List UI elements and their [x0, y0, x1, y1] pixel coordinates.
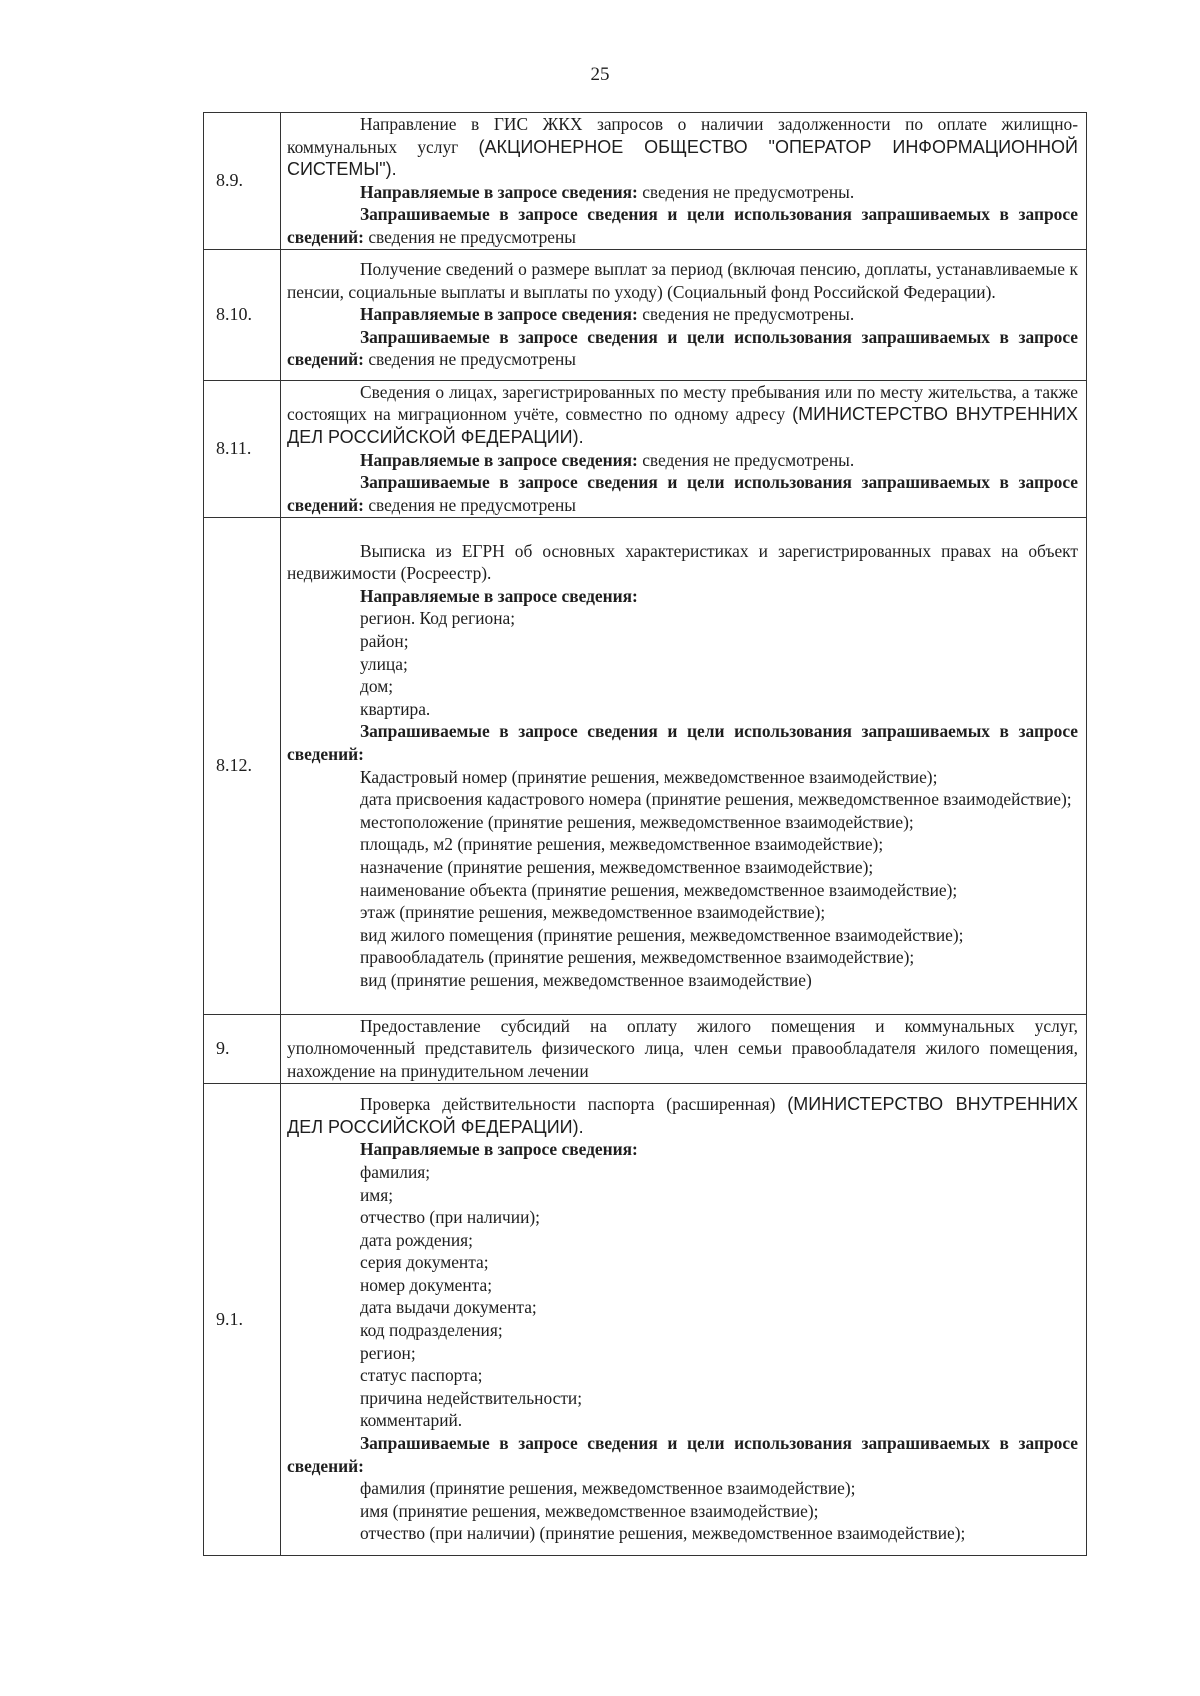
table-row — [204, 1083, 1087, 1555]
sent-label: Направляемые в запросе сведения: — [360, 1139, 638, 1160]
sent-label: Направляемые в запросе сведения: — [360, 449, 638, 470]
agency-name: (АКЦИОНЕРНОЕ ОБЩЕСТВО "ОПЕРАТОР ИНФОРМАЦИОННОЙ СИСТЕМЫ"). — [287, 136, 1078, 180]
requested-label: Запрашиваемые в запросе сведения и цели использования запрашиваемых в запросе сведений: — [287, 204, 1078, 247]
table-row — [204, 1014, 1087, 1083]
sent-label: Направляемые в запросе сведения: — [360, 181, 638, 202]
list-item: улица; — [360, 653, 408, 674]
list-item: комментарий. — [360, 1410, 463, 1431]
requested-info — [287, 203, 1078, 248]
list-item: вид жилого помещения (принятие решения, межведомственное взаимодействие); — [360, 924, 964, 945]
requested-value: сведения не предусмотрены — [363, 494, 576, 515]
table-row — [204, 380, 1087, 517]
list-item: фамилия (принятие решения, межведомственное взаимодействие); — [360, 1478, 856, 1499]
list-item: дата выдачи документа; — [360, 1297, 537, 1318]
sent-info — [287, 181, 1078, 204]
row-number: 8.10. — [204, 249, 281, 380]
requested-label: Запрашиваемые в запросе сведения и цели использования запрашиваемых в запросе сведений: — [287, 326, 1078, 370]
requested-value: сведения не предусмотрены — [363, 226, 576, 247]
row-content — [281, 249, 1087, 380]
sent-info — [287, 1138, 1078, 1161]
list-item: имя (принятие решения, межведомственное взаимодействие); — [360, 1500, 819, 1521]
agency-name: (МИНИСТЕРСТВО ВНУТРЕННИХ ДЕЛ РОССИЙСКОЙ ФЕДЕРАЦИИ). — [287, 404, 1079, 447]
row-content — [281, 113, 1087, 250]
row-number: 8.9. — [204, 113, 281, 250]
request-text: Направление в ГИС ЖКХ запросов о наличии задолженности по оплате жилищно-коммунальных услуг — [287, 114, 1078, 157]
list-item: фамилия; — [360, 1161, 431, 1182]
agency-name: (МИНИСТЕРСТВО ВНУТРЕННИХ ДЕЛ РОССИЙСКОЙ ФЕДЕРАЦИИ). — [287, 1094, 1079, 1137]
requested-value: сведения не предусмотрены — [363, 349, 576, 370]
row-content — [281, 380, 1087, 517]
list-item: регион. Код региона; — [360, 608, 516, 629]
list-item: причина недействительности; — [360, 1387, 583, 1408]
list-item: район; — [360, 631, 409, 651]
list-item: правообладатель (принятие решения, межведомственное взаимодействие); — [360, 947, 915, 968]
table-row — [204, 517, 1087, 1014]
requested-info — [287, 1432, 1078, 1477]
sent-info — [287, 585, 1078, 608]
list-item: номер документа; — [360, 1274, 493, 1295]
sent-label: Направляемые в запросе сведения: — [360, 585, 638, 606]
row-number: 8.12. — [204, 517, 281, 1014]
table-row — [204, 249, 1087, 380]
row-content — [281, 1014, 1087, 1083]
requested-label: Запрашиваемые в запросе сведения и цели использования запрашиваемых в запросе сведений: — [287, 472, 1078, 515]
requested-label: Запрашиваемые в запросе сведения и цели использования запрашиваемых в запросе сведений: — [287, 1433, 1078, 1476]
sent-info — [287, 449, 1078, 472]
list-item: вид (принятие решения, межведомственное взаимодействие) — [360, 969, 812, 990]
request-description: Выписка из ЕГРН об основных характеристиках и зарегистрированных правах на объект недвижимости (Росреестр). — [287, 540, 1078, 584]
page-number: 25 — [590, 64, 610, 85]
sent-value: сведения не предусмотрены. — [637, 304, 855, 325]
row-content — [281, 517, 1087, 1014]
list-item: имя; — [360, 1184, 394, 1205]
list-item: отчество (при наличии); — [360, 1207, 541, 1228]
row-number: 9. — [204, 1014, 281, 1083]
table-row — [204, 113, 1087, 250]
list-item: назначение (принятие решения, межведомственное взаимодействие); — [360, 856, 874, 877]
sent-value: сведения не предусмотрены. — [637, 181, 855, 202]
list-item: серия документа; — [360, 1252, 489, 1273]
request-text: Сведения о лицах, зарегистрированных по месту пребывания или по месту жительства, а также состоящих на миграционном учёте, совместно по одному адресу — [287, 381, 1078, 425]
list-item: наименование объекта (принятие решения, межведомственное взаимодействие); — [360, 879, 958, 900]
row-content — [281, 1083, 1087, 1555]
request-description — [287, 1093, 1078, 1138]
requested-info — [287, 326, 1078, 371]
row-number: 8.11. — [204, 380, 281, 517]
row-number: 9.1. — [204, 1083, 281, 1555]
list-item: Кадастровый номер (принятие решения, межведомственное взаимодействие); — [360, 766, 938, 787]
request-description — [287, 381, 1078, 449]
list-item: регион; — [360, 1342, 416, 1363]
list-item: площадь, м2 (принятие решения, межведомственное взаимодействие); — [360, 834, 884, 855]
list-item: код подразделения; — [360, 1320, 503, 1341]
request-description — [287, 113, 1078, 181]
request-text: Проверка действительности паспорта (расширенная) — [360, 1094, 788, 1115]
list-item: дата рождения; — [360, 1229, 473, 1250]
list-item: отчество (при наличии) (принятие решения, межведомственное взаимодействие); — [360, 1523, 966, 1544]
sent-info — [287, 303, 1078, 326]
list-item: этаж (принятие решения, межведомственное взаимодействие); — [360, 902, 826, 923]
requested-info — [287, 720, 1078, 765]
requested-label: Запрашиваемые в запросе сведения и цели использования запрашиваемых в запросе сведений: — [287, 721, 1078, 764]
list-item: дата присвоения кадастрового номера (принятие решения, межведомственное взаимодействие); — [360, 789, 1072, 810]
requested-info — [287, 471, 1078, 516]
list-item: местоположение (принятие решения, межведомственное взаимодействие); — [360, 811, 914, 832]
list-item: квартира. — [360, 698, 431, 719]
request-description: Получение сведений о размере выплат за период (включая пенсию, доплаты, устанавливаемые к пенсии, социальные выплаты и выплаты по уходу) (Социальный фонд Российской Федерации). — [287, 259, 1078, 302]
list-item: дом; — [360, 676, 394, 697]
section-description: Предоставление субсидий на оплату жилого помещения и коммунальных услуг, уполномоченный представитель физического лица, член семьи правообладателя жилого помещения, нахождение на принудительном лечении — [287, 1015, 1078, 1081]
sent-value: сведения не предусмотрены. — [637, 449, 855, 470]
sent-label: Направляемые в запросе сведения: — [360, 304, 638, 325]
list-item: статус паспорта; — [360, 1365, 483, 1386]
requests-table — [203, 112, 1087, 1556]
